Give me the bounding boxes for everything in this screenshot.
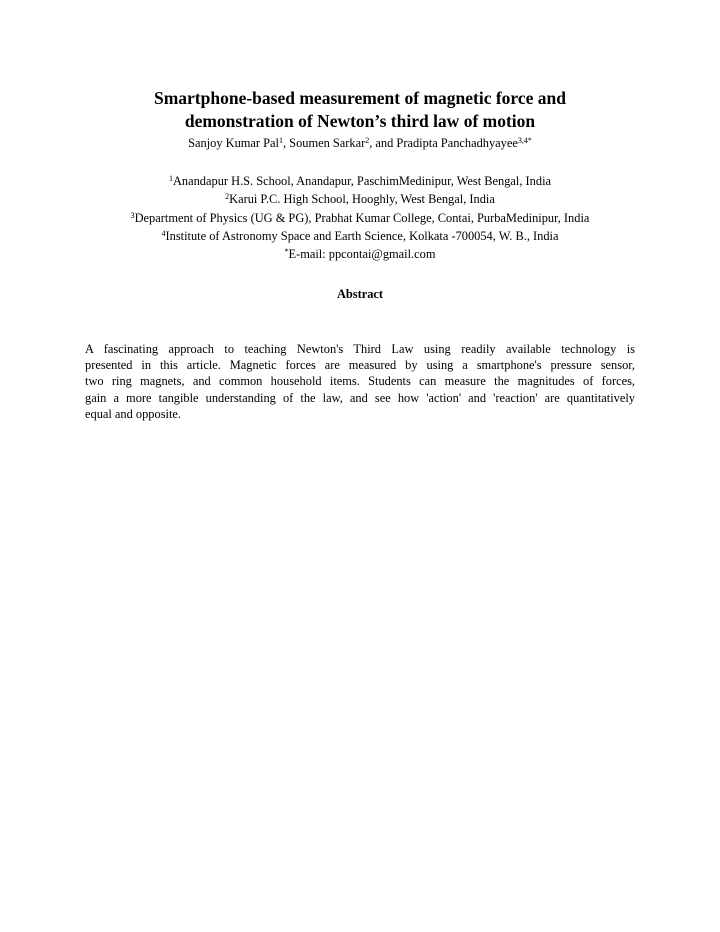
affiliation-line: [0, 190, 720, 208]
affiliation-mark: 4: [161, 228, 166, 238]
author-affiliation-mark: 3,4*: [517, 136, 532, 145]
author-name: Soumen Sarkar: [289, 136, 366, 150]
abstract-line: gain a more tangible understanding of the law, and see how 'action' and 'reaction' are quantitatively: [85, 390, 635, 405]
affiliation-list: [0, 172, 720, 263]
abstract-body: [85, 341, 635, 422]
affiliation-text: Anandapur H.S. School, Anandapur, PaschimMedinipur, West Bengal, India: [172, 174, 552, 188]
corresponding-mark: *: [284, 247, 289, 257]
abstract-line: A fascinating approach to teaching Newton's Third Law using readily available technology is: [85, 342, 635, 356]
author-separator: , and: [369, 136, 397, 150]
author-name: Sanjoy Kumar Pal: [188, 136, 279, 150]
affiliation-text: Karui P.C. High School, Hooghly, West Bengal, India: [229, 192, 495, 207]
paper-title-line-2: demonstration of Newton’s third law of motion: [184, 111, 536, 131]
author-separator: ,: [282, 136, 290, 150]
affiliation-line: [0, 227, 720, 245]
abstract-line: two ring magnets, and common household items. Students can measure the magnitudes of forces,: [85, 374, 635, 389]
author-affiliation-mark: 2: [365, 136, 370, 145]
affiliation-line: [0, 209, 720, 227]
author-list: [0, 135, 720, 151]
author-affiliation-mark: 1: [278, 136, 283, 145]
affiliation-text: Institute of Astronomy Space and Earth Science, Kolkata -700054, W. B., India: [165, 228, 559, 243]
corresponding-email-line: [0, 245, 720, 263]
abstract-line: presented in this article. Magnetic forces are measured by using a smartphone's pressure sensor,: [85, 358, 635, 373]
author-name: Pradipta Panchadhyayee: [396, 136, 518, 150]
abstract-heading: Abstract: [336, 287, 384, 301]
affiliation-mark: 2: [225, 192, 230, 202]
affiliation-mark: 1: [168, 174, 173, 183]
abstract-line: equal and opposite.: [85, 406, 182, 421]
affiliation-mark: 3: [130, 210, 135, 220]
corresponding-email: E-mail: ppcontai@gmail.com: [288, 247, 436, 262]
paper-title-line-1: Smartphone-based measurement of magnetic force and: [153, 88, 567, 108]
affiliation-text: Department of Physics (UG & PG), Prabhat Kumar College, Contai, PurbaMedinipur, India: [134, 210, 590, 225]
affiliation-line: [0, 172, 720, 190]
